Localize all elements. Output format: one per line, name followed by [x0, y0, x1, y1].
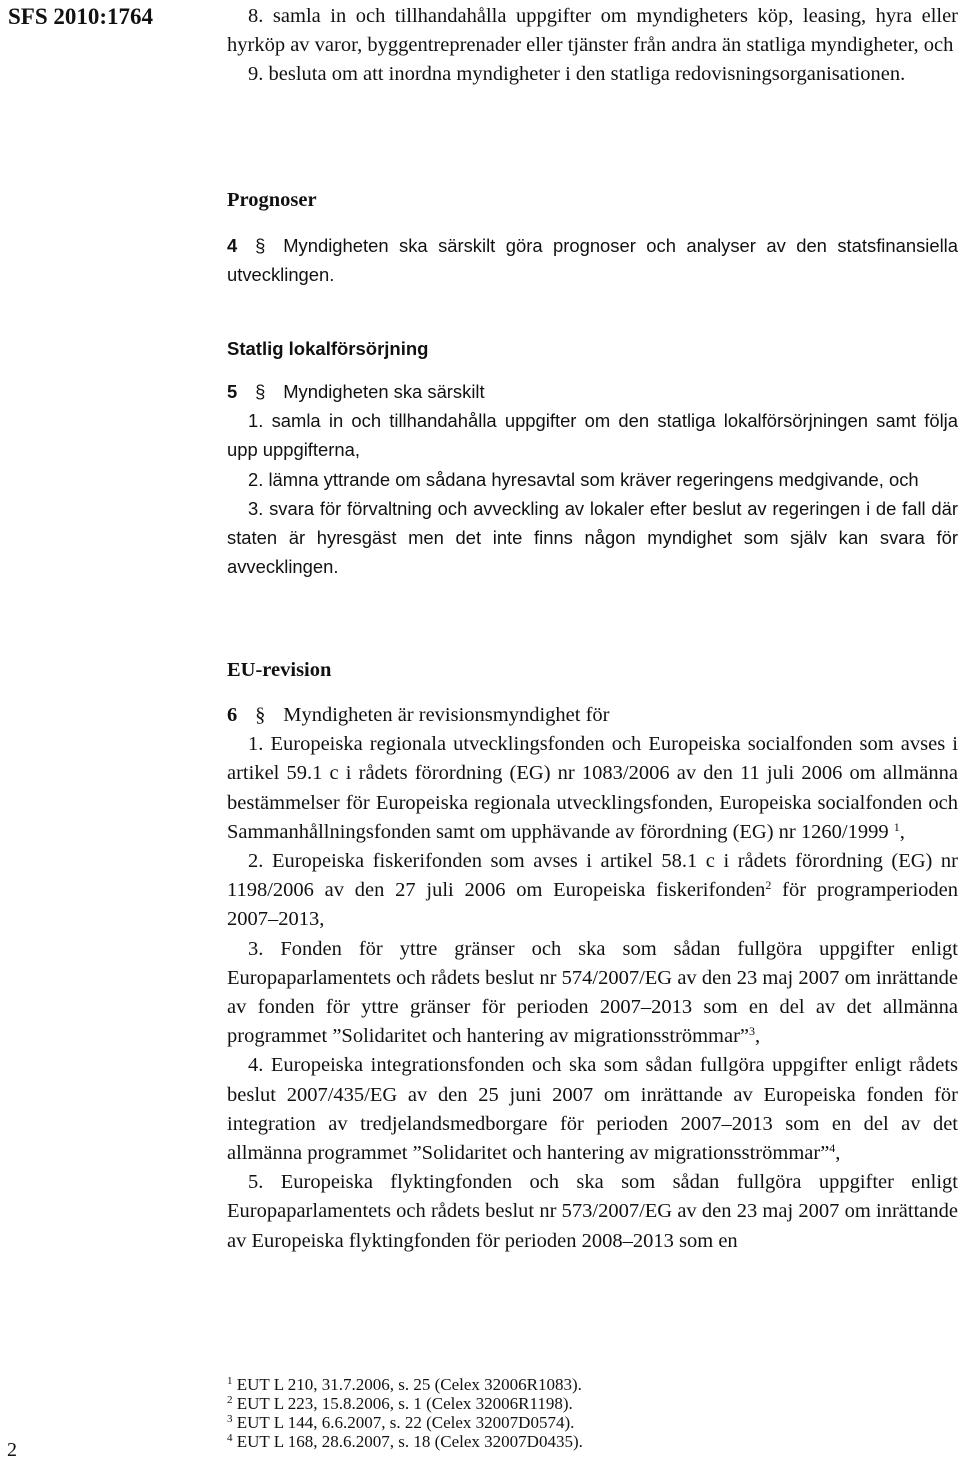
list-item [227, 60, 958, 89]
list-item [227, 406, 958, 464]
item-text: besluta om att inordna myndigheter i den statliga redovisningsorganisationen. [268, 63, 906, 86]
footnote-ref: 1 [893, 819, 900, 834]
footnote-text: EUT L 168, 28.6.2007, s. 18 (Celex 32007D0435). [236, 1432, 583, 1451]
paragraph-6 [227, 701, 958, 1256]
item-text: lämna yttrande om sådana hyresavtal som kräver regeringens medgivande, och [268, 468, 919, 490]
list-item [227, 1051, 958, 1168]
section-lokalforsorjning [227, 334, 958, 363]
item-text: Europeiska integrationsfonden och ska som sådan fullgöra uppgifter enligt rådets beslut 2007/435/EG av den 25 juni 2007 om inrättande av Europeiska fonden för integration av tredjelandsmedborgare för perioden 2007–2013 som en del av det allmänna programmet ”Solidaritet och hantering av migrationsströmmar” [227, 1054, 959, 1165]
paragraph-number: 6 [227, 704, 238, 726]
item-text: samla in och tillhandahålla uppgifter om myndigheters köp, leasing, hyra eller hyrköp av varor, byggentreprenader eller tjänster från andra än statliga myndigheter, och [227, 5, 959, 57]
list-item [227, 1168, 958, 1256]
list-item [227, 465, 958, 494]
section-heading: Statlig lokalförsörjning [227, 338, 429, 359]
footnotes [227, 1375, 958, 1451]
list-item [227, 847, 958, 935]
footnote-number: 2 [227, 1394, 233, 1406]
footnote [227, 1413, 958, 1432]
footnote-text: EUT L 144, 6.6.2007, s. 22 (Celex 32007D0574). [236, 1413, 575, 1432]
list-item [227, 2, 958, 60]
item-tail: , [835, 1142, 841, 1165]
paragraph-number: 5 [227, 381, 238, 402]
footnote-ref: 3 [749, 1024, 756, 1039]
paragraph-body: Myndigheten ska särskilt [283, 381, 485, 402]
item-number: 1. [248, 410, 264, 432]
footnote-number: 1 [227, 1375, 233, 1387]
item-tail: , [899, 820, 905, 843]
section-prognoser [227, 186, 958, 215]
section-sign: § [255, 235, 266, 256]
item-text: Europeiska regionala utvecklingsfonden och Europeiska socialfonden som avses i artikel 59.1 c i rådets förordning (EG) nr 1083/2006 av den 11 juli 2006 om allmänna bestämmelser för Europeiska regionala utvecklingsfonden, Europeiska socialfonden och Sammanhållningsfonden samt om upphävande av förordning (EG) nr 1260/1999 [227, 733, 959, 843]
item-text: samla in och tillhandahålla uppgifter om den statliga lokalförsörjningen samt följa upp uppgifterna, [227, 410, 958, 461]
item-tail: för programperioden 2007–2013, [227, 879, 958, 931]
sfs-number: SFS 2010:1764 [8, 4, 154, 29]
paragraph-number: 4 [227, 235, 238, 256]
item-number: 3. [248, 497, 264, 519]
item-text: Europeiska fiskerifonden som avses i artikel 58.1 c i rådets förordning (EG) nr 1198/2006 av den 27 juli 2006 om Europeiska fiskerifonden [227, 850, 959, 902]
list-item [227, 730, 958, 847]
item-number: 9. [248, 63, 264, 86]
footnote-text: EUT L 223, 15.8.2006, s. 1 (Celex 32006R1198). [236, 1394, 573, 1413]
item-number: 8. [248, 5, 264, 27]
paragraph-5 [227, 377, 958, 581]
paragraph-4 [227, 231, 958, 289]
page-number: 2 [7, 1439, 17, 1461]
section-sign: § [255, 381, 266, 402]
footnote-number: 4 [227, 1432, 233, 1444]
paragraph-lead [227, 701, 958, 730]
list-item [227, 494, 958, 582]
footnote-ref: 4 [829, 1141, 836, 1156]
footnote-ref: 2 [765, 878, 772, 893]
section-heading: Prognoser [227, 189, 317, 211]
item-number: 2. [248, 468, 264, 490]
intro-list [227, 2, 958, 90]
section-heading: EU-revision [227, 659, 332, 681]
item-number: 4. [248, 1054, 264, 1077]
paragraph-text [227, 231, 958, 289]
item-text: Europeiska flyktingfonden och ska som sådan fullgöra uppgifter enligt Europaparlamentets och rådets beslut nr 573/2007/EG av den 23 maj 2007 om inrättande av Europeiska flyktingfonden för perioden 2008–2013 som en [227, 1171, 958, 1252]
footnote [227, 1432, 958, 1451]
item-tail: , [755, 1025, 761, 1048]
section-eu-revision [227, 656, 958, 685]
section-sign: § [255, 704, 266, 726]
footnote [227, 1394, 958, 1413]
item-text: svara för förvaltning och avveckling av lokaler efter beslut av regeringen i de fall där staten är hyresgäst men det inte finns någon myndighet som själv kan svara för avvecklingen. [227, 497, 958, 578]
item-number: 2. [248, 850, 264, 873]
paragraph-body: Myndigheten ska särskilt göra prognoser och analyser av den statsfinansiella utvecklingen. [227, 235, 958, 286]
footnote-text: EUT L 210, 31.7.2006, s. 25 (Celex 32006R1083). [236, 1375, 582, 1394]
paragraph-body: Myndigheten är revisionsmyndighet för [283, 704, 610, 726]
item-text: Fonden för yttre gränser och ska som sådan fullgöra uppgifter enligt Europaparlamentets och rådets beslut nr 574/2007/EG av den 23 maj 2007 om inrättande av fonden för yttre gränser för perioden 2007–2013 som en del av det allmänna programmet ”Solidaritet och hantering av migrationsströmmar” [227, 937, 958, 1048]
item-number: 3. [248, 937, 264, 960]
item-number: 1. [248, 733, 264, 756]
item-number: 5. [248, 1171, 264, 1194]
paragraph-lead [227, 377, 958, 406]
list-item [227, 935, 958, 1052]
footnote [227, 1375, 958, 1394]
footnote-number: 3 [227, 1413, 233, 1425]
